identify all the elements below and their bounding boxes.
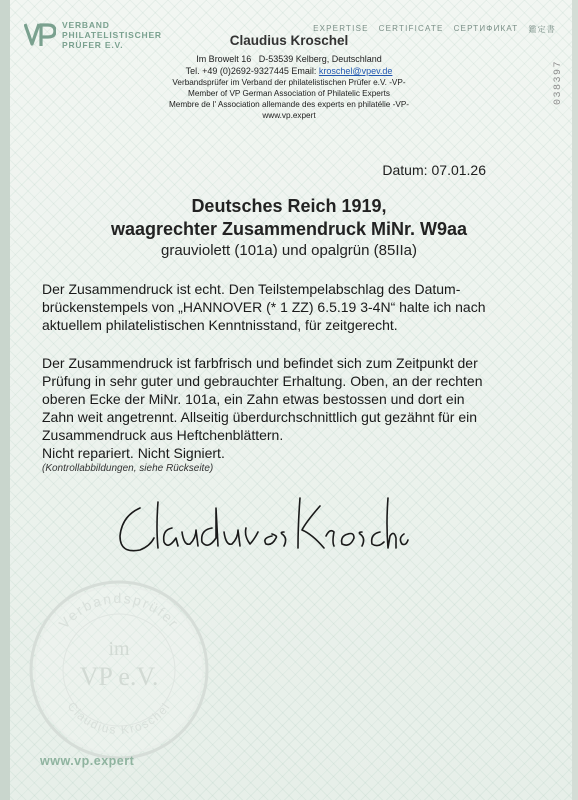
- embossed-seal: [24, 575, 214, 765]
- seal-top-arc: Verbandsprüfer: [55, 589, 183, 632]
- membership-de: Verbandsprüfer im Verband der philatelistischen Prüfer e.V. -VP-: [172, 78, 406, 88]
- seal-bottom-arc: Claudius Kroschel: [64, 699, 174, 738]
- footer-website[interactable]: www.vp.expert: [40, 754, 135, 768]
- logo-line-3: PRÜFER E.V.: [62, 40, 124, 50]
- serial-number: 038397: [553, 60, 564, 106]
- p1-line: Der Zusammendruck ist echt. Den Teilstempelabschlag des Datum-: [42, 281, 461, 297]
- title-kanteisho: 鑑定書: [528, 25, 556, 34]
- stamp-colors: grauviolett (101a) und opalgrün (85IIa): [161, 242, 417, 259]
- logo-line-2: PHILATELISTISCHER: [62, 30, 162, 40]
- phone-text: Tel. +49 (0)2692-9327445 Email:: [185, 66, 317, 77]
- p2-line: Der Zusammendruck ist farbfrisch und befindet sich zum Zeitpunkt der: [42, 355, 478, 371]
- p1-line: aktuellem philatelistischen Kenntnisstand, für zeitgerecht.: [42, 317, 398, 333]
- date-label: Datum:: [382, 162, 428, 178]
- membership-en: Member of VP German Association of Philatelic Experts: [188, 89, 390, 99]
- title-expertise: EXPERTISE: [313, 24, 369, 33]
- stamp-title-2: waagrechter Zusammendruck MiNr. W9aa: [110, 219, 468, 239]
- p1-line: brückenstempels von „HANNOVER (* 1 ZZ) 6.5.19 3-4N“ halte ich nach: [42, 299, 486, 315]
- membership-fr: Membre de l' Association allemande des experts en philatélie -VP-: [168, 100, 410, 110]
- paragraph-condition: [42, 354, 552, 476]
- p2-line: Nicht repariert. Nicht Signiert.: [42, 445, 225, 461]
- seal-im: im: [108, 638, 130, 660]
- header-website: www.vp.expert: [262, 111, 316, 121]
- title-certificate: CERTIFICATE: [378, 24, 444, 33]
- p2-line: Prüfung in sehr guter und gebrauchter Erhaltung. Oben, an der rechten: [42, 373, 483, 389]
- expert-contact: [0, 65, 578, 77]
- title-sertifikat: СЕРТИФИКАТ: [453, 24, 519, 33]
- expert-header: [0, 33, 578, 121]
- email-link[interactable]: kroschel@vpev.de: [318, 66, 393, 77]
- date-value: 07.01.26: [431, 162, 486, 178]
- stamp-description: [0, 195, 578, 261]
- expert-address: Im Browelt 16 D-53539 Kelberg, Deutschland: [196, 54, 382, 64]
- p2-line: Zusammendruck aus Heftchenblättern.: [42, 427, 284, 443]
- p2-line: Zahn weit angetrennt. Allseitig überdurchschnittlich gut gezähnt für ein: [42, 409, 478, 425]
- paragraph-authenticity: [42, 280, 552, 334]
- expert-name: Claudius Kroschel: [229, 33, 349, 48]
- stamp-title-1: Deutsches Reich 1919,: [191, 196, 387, 216]
- seal-vp: VP e.V.: [79, 662, 159, 691]
- p2-line: oberen Ecke der MiNr. 101a, ein Zahn etwas bestossen und dort ein: [42, 391, 465, 407]
- handwritten-signature: [112, 488, 412, 568]
- control-images-note: (Kontrollabbildungen, siehe Rückseite): [42, 463, 214, 474]
- logo-line-1: VERBAND: [62, 20, 110, 30]
- date-line: [382, 162, 486, 178]
